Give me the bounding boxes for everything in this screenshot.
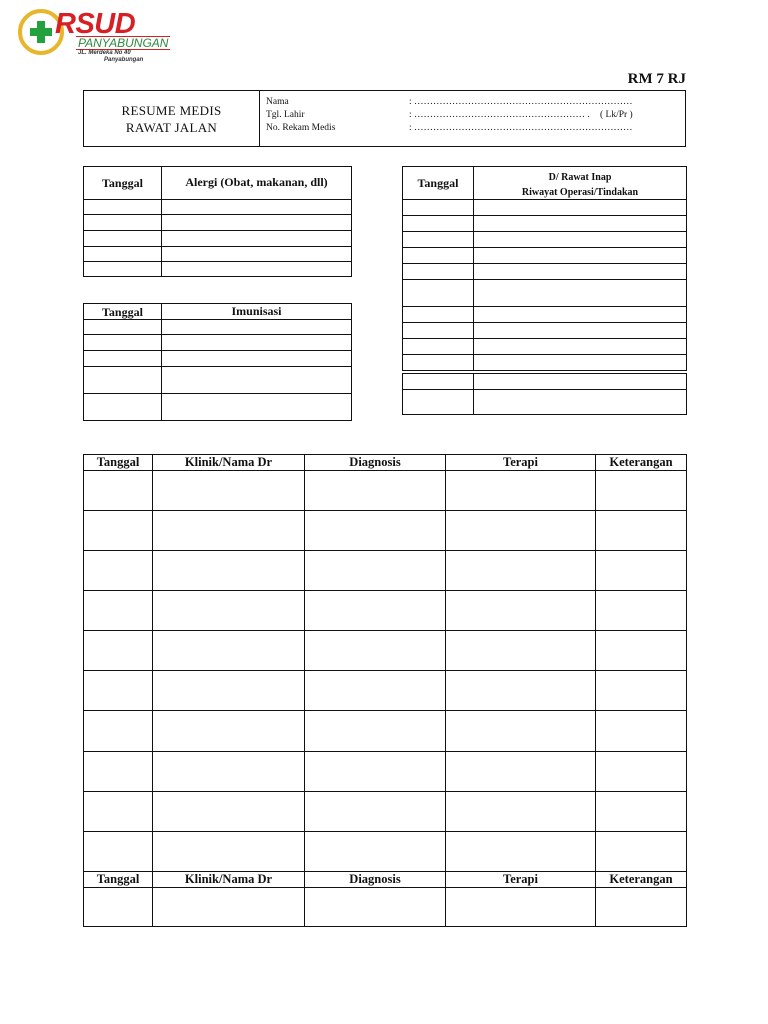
additional-history-cell[interactable] (403, 374, 474, 390)
visit-cell[interactable] (446, 711, 596, 752)
hospital-logo (18, 8, 178, 63)
header-box (83, 90, 686, 147)
visit-cell[interactable] (596, 711, 687, 752)
inpatient-cell[interactable] (403, 232, 474, 248)
visit-cell[interactable] (84, 832, 153, 872)
birth-date-blank[interactable]: : ……………………………………………… . (409, 110, 590, 120)
form-title-line2: RAWAT JALAN (125, 119, 218, 135)
visit-cell[interactable] (596, 551, 687, 591)
logo-subtitle: PANYABUNGAN (78, 36, 169, 50)
allergy-cell[interactable] (162, 247, 352, 262)
immunization-row (84, 367, 352, 394)
inpatient-cell[interactable] (403, 200, 474, 216)
form-code: RM 7 RJ (627, 71, 686, 87)
immunization-cell[interactable] (84, 367, 162, 394)
visit-cell[interactable] (84, 591, 153, 631)
visit-cell[interactable] (305, 752, 446, 792)
visit-cell[interactable] (84, 511, 153, 551)
additional-history-cell[interactable] (474, 390, 687, 415)
inpatient-cell[interactable] (474, 264, 687, 280)
visit-cell[interactable] (153, 671, 305, 711)
immunization-row (84, 320, 352, 335)
visit-cell[interactable] (84, 471, 153, 511)
inpatient-date-header: Tanggal (403, 167, 474, 200)
visit-cell[interactable] (305, 671, 446, 711)
gender-option[interactable]: ( Lk/Pr ) (600, 110, 633, 120)
inpatient-row (403, 280, 687, 307)
visit-row (84, 631, 687, 671)
inpatient-row (403, 248, 687, 264)
visit-cell[interactable] (596, 511, 687, 551)
visit-cell[interactable] (305, 711, 446, 752)
inpatient-header-line2: Riwayat Operasi/Tindakan (521, 187, 639, 198)
visit-row (84, 591, 687, 631)
visit-cell[interactable] (305, 631, 446, 671)
inpatient-row (403, 355, 687, 371)
visit-column-header: Terapi (446, 872, 596, 888)
visit-summary-table (83, 454, 687, 927)
allergy-item-header: Alergi (Obat, makanan, dll) (162, 167, 352, 200)
visit-cell[interactable] (84, 711, 153, 752)
visit-cell[interactable] (446, 551, 596, 591)
visit-column-header: Keterangan (596, 455, 687, 471)
inpatient-cell[interactable] (403, 307, 474, 323)
visit-continuation-header-row (84, 872, 687, 888)
immunization-date-header: Tanggal (84, 304, 162, 320)
immunization-row (84, 335, 352, 351)
visit-cell[interactable] (153, 832, 305, 872)
visit-cell[interactable] (305, 832, 446, 872)
medical-record-label: No. Rekam Medis (266, 123, 336, 133)
visit-row (84, 471, 687, 511)
immunization-cell[interactable] (162, 351, 352, 367)
immunization-table (83, 303, 352, 421)
inpatient-row (403, 216, 687, 232)
visit-column-header: Tanggal (84, 455, 153, 471)
allergy-cell[interactable] (162, 262, 352, 277)
visit-cell[interactable] (596, 752, 687, 792)
immunization-cell[interactable] (162, 394, 352, 421)
immunization-item-header: Imunisasi (162, 304, 352, 320)
inpatient-cell[interactable] (403, 216, 474, 232)
inpatient-item-header (474, 167, 687, 200)
visit-cell[interactable] (596, 591, 687, 631)
visit-column-header: Klinik/Nama Dr (153, 872, 305, 888)
immunization-cell[interactable] (84, 351, 162, 367)
visit-continuation-cell[interactable] (84, 888, 153, 927)
immunization-row (84, 351, 352, 367)
visit-row (84, 511, 687, 551)
visit-column-header: Terapi (446, 455, 596, 471)
visit-cell[interactable] (84, 671, 153, 711)
visit-column-header: Tanggal (84, 872, 153, 888)
visit-cell[interactable] (305, 792, 446, 832)
visit-cell[interactable] (305, 471, 446, 511)
allergy-cell[interactable] (84, 247, 162, 262)
allergy-table (83, 166, 352, 277)
visit-cell[interactable] (84, 631, 153, 671)
additional-history-cell[interactable] (403, 390, 474, 415)
visit-row (84, 671, 687, 711)
visit-cell[interactable] (153, 591, 305, 631)
visit-cell[interactable] (446, 832, 596, 872)
inpatient-cell[interactable] (474, 248, 687, 264)
patient-name-label: Nama (266, 97, 289, 107)
visit-cell[interactable] (84, 551, 153, 591)
allergy-row (84, 215, 352, 231)
medical-record-field[interactable] (266, 123, 633, 134)
inpatient-cell[interactable] (474, 339, 687, 355)
inpatient-row (403, 264, 687, 280)
additional-history-row (403, 390, 687, 415)
birth-date-label: Tgl. Lahir (266, 110, 305, 120)
inpatient-row (403, 339, 687, 355)
immunization-cell[interactable] (84, 394, 162, 421)
visit-cell[interactable] (305, 591, 446, 631)
visit-column-header: Diagnosis (305, 872, 446, 888)
inpatient-row (403, 307, 687, 323)
visit-row (84, 832, 687, 872)
inpatient-cell[interactable] (403, 355, 474, 371)
visit-cell[interactable] (153, 752, 305, 792)
visit-continuation-cell[interactable] (153, 888, 305, 927)
patient-name-blank[interactable]: : …………………………………………………………… (409, 97, 633, 107)
inpatient-row (403, 323, 687, 339)
visit-cell[interactable] (153, 551, 305, 591)
inpatient-header-line1: D/ Rawat Inap (548, 172, 612, 183)
allergy-row (84, 247, 352, 262)
allergy-row (84, 231, 352, 247)
visit-continuation-cell[interactable] (446, 888, 596, 927)
visit-cell[interactable] (596, 832, 687, 872)
inpatient-cell[interactable] (403, 248, 474, 264)
visit-cell[interactable] (596, 671, 687, 711)
visit-continuation-cell[interactable] (596, 888, 687, 927)
visit-cell[interactable] (446, 591, 596, 631)
medical-cross-icon (30, 21, 52, 43)
inpatient-cell[interactable] (474, 216, 687, 232)
inpatient-cell[interactable] (403, 264, 474, 280)
allergy-cell[interactable] (162, 200, 352, 215)
visit-cell[interactable] (84, 752, 153, 792)
logo-city: Panyabungan (104, 57, 144, 63)
visit-column-header: Klinik/Nama Dr (153, 455, 305, 471)
allergy-date-header: Tanggal (84, 167, 162, 200)
visit-continuation-row (84, 888, 687, 927)
form-title (84, 91, 260, 146)
visit-cell[interactable] (153, 471, 305, 511)
allergy-cell[interactable] (162, 215, 352, 231)
visit-cell[interactable] (153, 631, 305, 671)
allergy-cell[interactable] (84, 262, 162, 277)
immunization-cell[interactable] (162, 335, 352, 351)
visit-column-header: Diagnosis (305, 455, 446, 471)
visit-cell[interactable] (596, 471, 687, 511)
visit-cell[interactable] (153, 792, 305, 832)
birth-date-field[interactable] (266, 110, 633, 121)
inpatient-cell[interactable] (474, 323, 687, 339)
visit-row (84, 792, 687, 832)
additional-history-row (403, 374, 687, 390)
visit-cell[interactable] (305, 511, 446, 551)
logo-brand: RSUD (55, 8, 136, 40)
immunization-cell[interactable] (84, 320, 162, 335)
visit-cell[interactable] (446, 471, 596, 511)
inpatient-cell[interactable] (474, 232, 687, 248)
medical-record-blank[interactable]: : …………………………………………………………… (409, 123, 633, 133)
visit-row (84, 711, 687, 752)
visit-cell[interactable] (305, 551, 446, 591)
visit-continuation-cell[interactable] (305, 888, 446, 927)
allergy-row (84, 200, 352, 215)
immunization-row (84, 394, 352, 421)
visit-cell[interactable] (153, 711, 305, 752)
visit-cell[interactable] (446, 792, 596, 832)
allergy-cell[interactable] (84, 215, 162, 231)
visit-cell[interactable] (153, 511, 305, 551)
inpatient-row (403, 232, 687, 248)
inpatient-cell[interactable] (403, 323, 474, 339)
immunization-cell[interactable] (162, 367, 352, 394)
visit-row (84, 551, 687, 591)
inpatient-row (403, 200, 687, 216)
inpatient-cell[interactable] (403, 339, 474, 355)
inpatient-cell[interactable] (474, 355, 687, 371)
immunization-cell[interactable] (162, 320, 352, 335)
visit-column-header: Keterangan (596, 872, 687, 888)
visit-cell[interactable] (446, 511, 596, 551)
visit-cell[interactable] (84, 792, 153, 832)
visit-cell[interactable] (596, 631, 687, 671)
allergy-cell[interactable] (84, 231, 162, 247)
logo-address: JL. Merdeka No 40 (78, 50, 131, 56)
allergy-row (84, 262, 352, 277)
inpatient-cell[interactable] (474, 307, 687, 323)
inpatient-history-table (402, 166, 687, 371)
inpatient-cell[interactable] (474, 200, 687, 216)
immunization-cell[interactable] (84, 335, 162, 351)
additional-history-table (402, 373, 687, 415)
visit-cell[interactable] (446, 631, 596, 671)
allergy-cell[interactable] (162, 231, 352, 247)
visit-cell[interactable] (446, 671, 596, 711)
visit-cell[interactable] (596, 792, 687, 832)
visit-cell[interactable] (446, 752, 596, 792)
inpatient-cell[interactable] (403, 280, 474, 307)
form-title-line1: RESUME MEDIS (121, 102, 222, 118)
inpatient-cell[interactable] (474, 280, 687, 307)
allergy-cell[interactable] (84, 200, 162, 215)
visit-row (84, 752, 687, 792)
patient-name-field[interactable] (266, 97, 633, 108)
visit-header-row (84, 455, 687, 471)
additional-history-cell[interactable] (474, 374, 687, 390)
